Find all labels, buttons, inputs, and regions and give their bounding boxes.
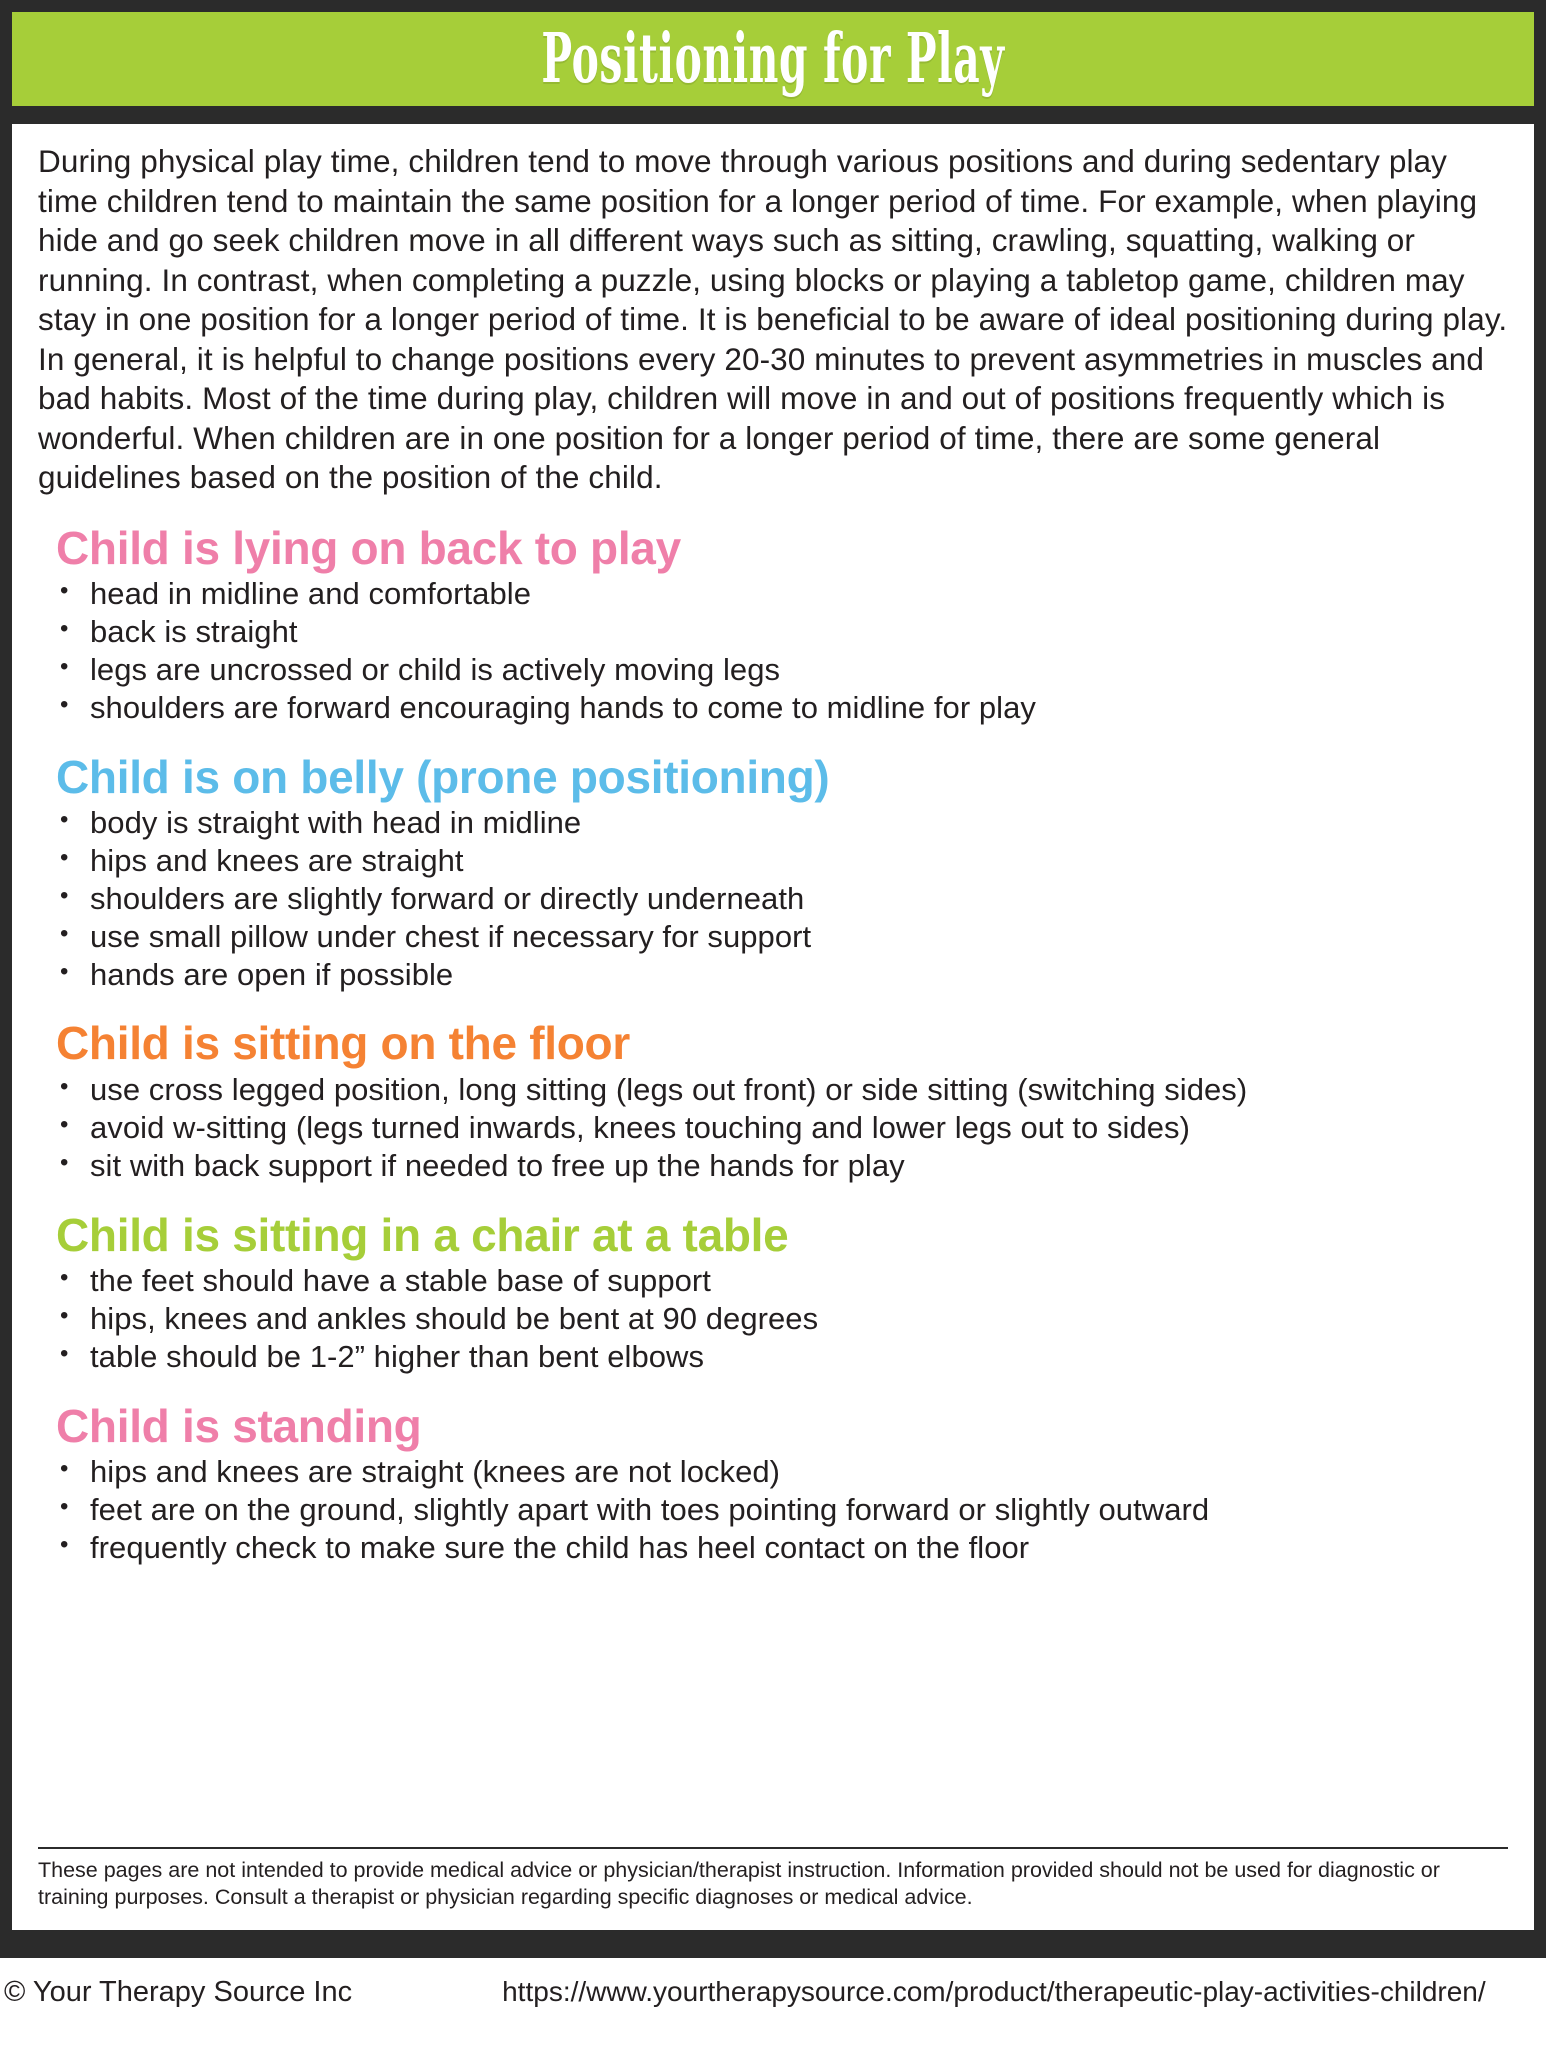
content-card: [12, 124, 1534, 1930]
section-standing: [38, 1399, 1508, 1567]
list-item: • shoulders are slightly forward or directly underneath: [38, 880, 1508, 918]
intro-paragraph: During physical play time, children tend to move through various positions and during sedentary play time children tend to maintain the same position for a longer period of time. For example, when playing hide and go seek children move in all different ways such as sitting, crawling, squatting, walking or running. In contrast, when completing a puzzle, using blocks or playing a tabletop game, children may stay in one position for a longer period of time. It is beneficial to be aware of ideal positioning during play. In general, it is helpful to change positions every 20-30 minutes to prevent asymmetries in muscles and bad habits. Most of the time during play, children will move in and out of positions frequently which is wonderful. When children are in one position for a longer period of time, there are some general guidelines based on the position of the child.: [38, 143, 1508, 496]
section-sitting-on-floor: [38, 1019, 1508, 1184]
section-heading: Child is lying on back to play: [56, 521, 681, 574]
footer-row: [0, 1976, 1546, 2009]
list-item: • use cross legged position, long sitting (legs out front) or side sitting (switching sides): [38, 1071, 1508, 1109]
page-footer: [0, 1958, 1546, 2048]
list-item: • feet are on the ground, slightly apart with toes pointing forward or slightly outward: [38, 1491, 1508, 1529]
product-url[interactable]: https://www.yourtherapysource.com/product/therapeutic-play-activities-children/: [502, 1976, 1486, 2007]
section-lying-on-back: [38, 521, 1508, 727]
list-item: • avoid w-sitting (legs turned inwards, knees touching and lower legs out to sides): [38, 1109, 1508, 1147]
section-heading: Child is sitting on the floor: [56, 1017, 630, 1070]
list-item: • table should be 1-2” higher than bent elbows: [38, 1338, 1508, 1376]
bullet-list: [38, 1262, 1508, 1375]
section-on-belly-prone: [38, 750, 1508, 994]
list-item: • sit with back support if needed to free up the hands for play: [38, 1147, 1508, 1185]
copyright-notice: © Your Therapy Source Inc: [4, 1976, 353, 2008]
bullet-list: [38, 575, 1508, 726]
bullet-list: [38, 1453, 1508, 1566]
list-item: • body is straight with head in midline: [38, 804, 1508, 842]
bullet-list: [38, 1071, 1508, 1184]
list-item: • hips and knees are straight (knees are not locked): [38, 1453, 1508, 1491]
page-title: Positioning for Play: [541, 19, 1005, 99]
list-item: • frequently check to make sure the child has heel contact on the floor: [38, 1529, 1508, 1567]
section-heading: Child is sitting in a chair at a table: [56, 1208, 789, 1261]
section-sitting-in-chair: [38, 1208, 1508, 1376]
list-item: • use small pillow under chest if necessary for support: [38, 918, 1508, 956]
list-item: • legs are uncrossed or child is actively moving legs: [38, 651, 1508, 689]
section-heading: Child is on belly (prone positioning): [56, 750, 830, 803]
list-item: • hips and knees are straight: [38, 842, 1508, 880]
disclaimer-text: These pages are not intended to provide medical advice or physician/therapist instruction. Information provided should not be used for diagnostic or training purposes. Consult a therapist or physician regarding specific diagnoses or medical advice.: [38, 1847, 1508, 1912]
list-item: • the feet should have a stable base of support: [38, 1262, 1508, 1300]
list-item: • hips, knees and ankles should be bent at 90 degrees: [38, 1300, 1508, 1338]
list-item: • hands are open if possible: [38, 956, 1508, 994]
list-item: • back is straight: [38, 613, 1508, 651]
title-banner: [12, 12, 1534, 106]
list-item: • head in midline and comfortable: [38, 575, 1508, 613]
bullet-list: [38, 804, 1508, 993]
list-item: • shoulders are forward encouraging hands to come to midline for play: [38, 689, 1508, 727]
section-heading: Child is standing: [56, 1399, 422, 1452]
